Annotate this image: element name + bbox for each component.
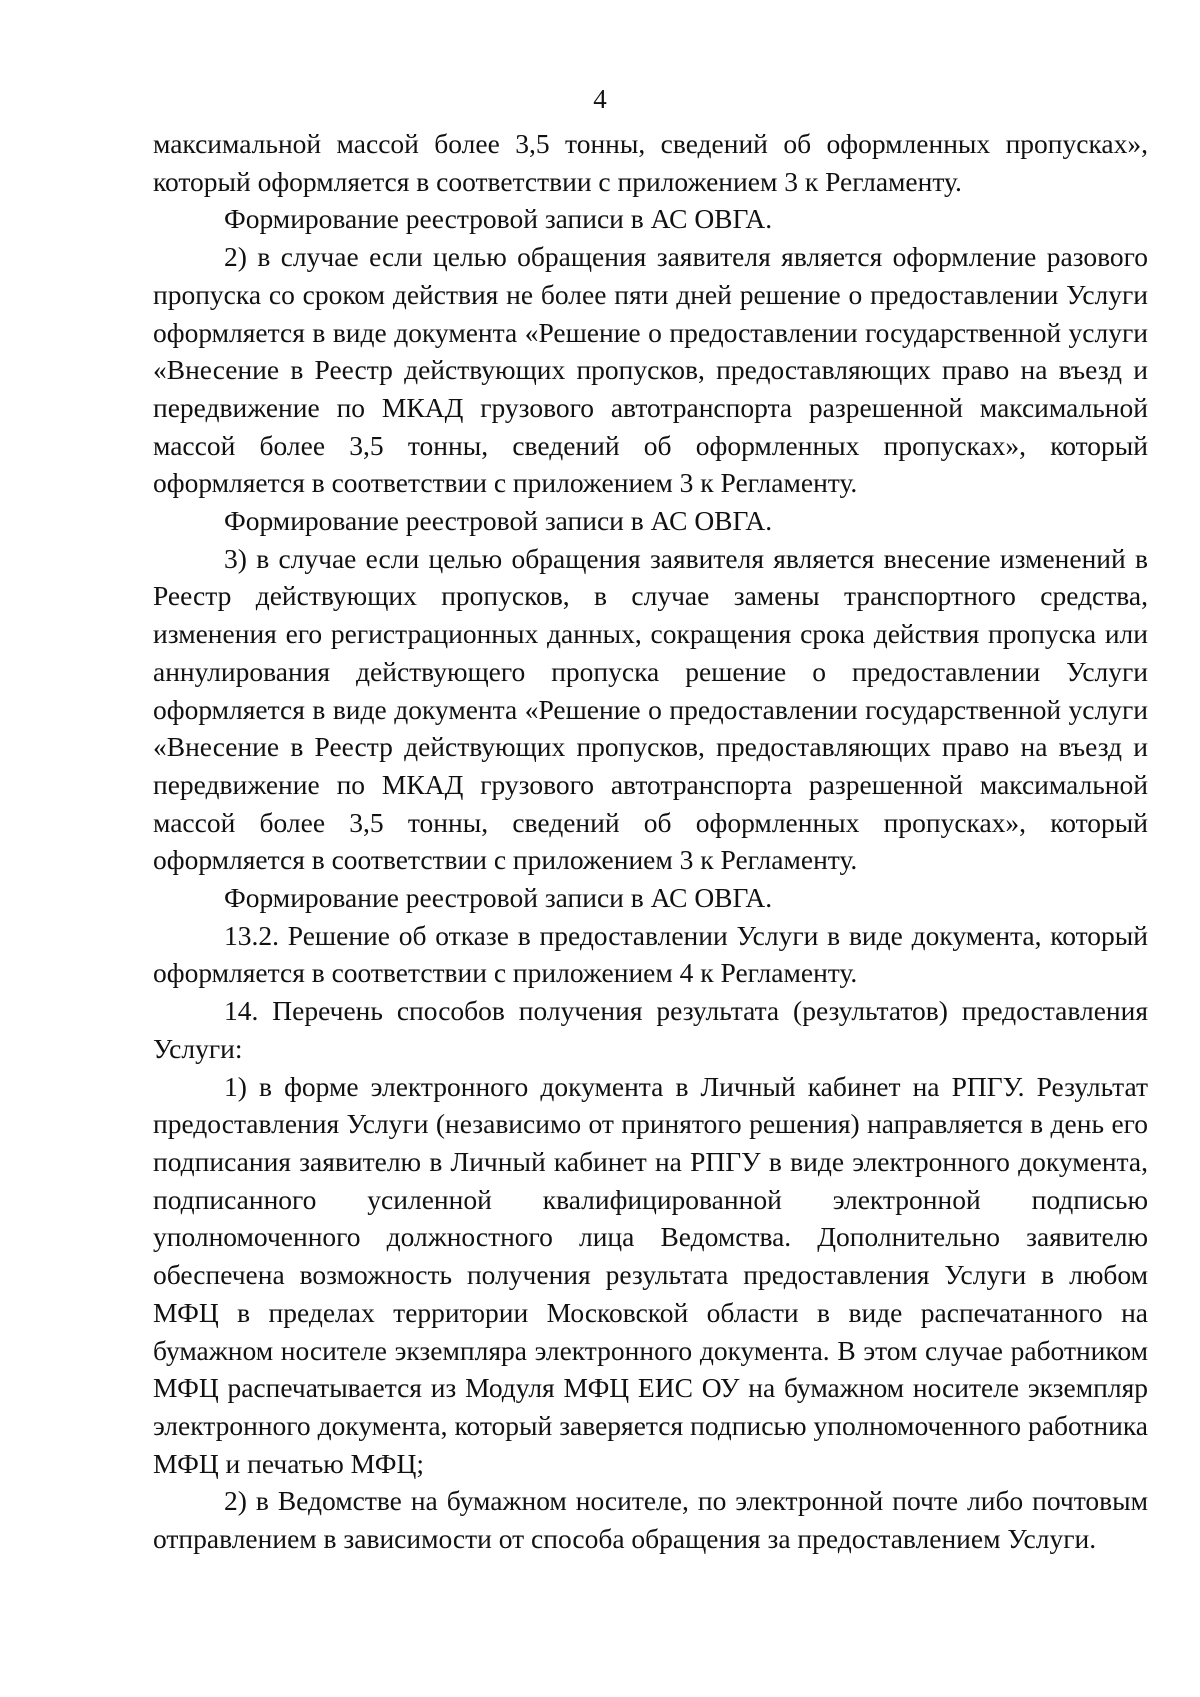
page-number: 4 (593, 84, 607, 114)
paragraph-14-result-methods: 14. Перечень способов получения результата (результатов) предоставления Услуги: (153, 995, 1148, 1064)
paragraph-item-3-registry-changes: 3) в случае если целью обращения заявителя является внесение изменений в Реестр действующих пропусков, в случае замены транспортного средства, изменения его регистрационных данных, сокращения срока действия пропуска или аннулирования действующего пропуска решение о предоставлении Услуги оформляется в виде документа «Решение о предоставлении государственной услуги «Внесение в Реестр действующих пропусков, предоставляющих право на въезд и передвижение по МКАД грузового автотранспорта разрешенной максимальной массой более 3,5 тонны, сведений об оформленных пропусках», который оформляется в соответствии с приложением 3 к Регламенту. (153, 542, 1148, 876)
paragraph-13-2-refusal-decision: 13.2. Решение об отказе в предоставлении Услуги в виде документа, который оформляется в соответствии с приложением 4 к Регламенту. (153, 919, 1148, 989)
paragraph-item-2-one-time-pass: 2) в случае если целью обращения заявителя является оформление разового пропуска со сроком действия не более пяти дней решение о предоставлении Услуги оформляется в виде документа «Решение о предоставлении государственной услуги «Внесение в Реестр действующих пропусков, предоставляющих право на въезд и передвижение по МКАД грузового автотранспорта разрешенной максимальной массой более 3,5 тонны, сведений об оформленных пропусках», который оформляется в соответствии с приложением 3 к Регламенту. (153, 241, 1148, 499)
paragraph-registry-record-2: Формирование реестровой записи в АС ОВГА. (224, 505, 773, 537)
paragraph-registry-record-1: Формирование реестровой записи в АС ОВГА. (224, 203, 773, 235)
paragraph-result-method-1-electronic: 1) в форме электронного документа в Личный кабинет на РПГУ. Результат предоставления Услуги (независимо от принятого решения) направляется в день его подписания заявителю в Личный кабинет на РПГУ в виде электронного документа, подписанного усиленной квалифицированной электронной подписью уполномоченного должностного лица Ведомства. Дополнительно заявителю обеспечена возможность получения результата предоставления Услуги в любом МФЦ в пределах территории Московской области в виде распечатанного на бумажном носителе экземпляра электронного документа. В этом случае работником МФЦ распечатывается из Модуля МФЦ ЕИС ОУ на бумажном носителе экземпляр электронного документа, который заверяется подписью уполномоченного работника МФЦ и печатью МФЦ; (153, 1070, 1148, 1479)
document-body (153, 125, 1148, 1558)
paragraph-continuation: максимальной массой более 3,5 тонны, сведений об оформленных пропусках», который оформляется в соответствии с приложением 3 к Регламенту. (153, 128, 1148, 197)
paragraph-result-method-2-paper: 2) в Ведомстве на бумажном носителе, по электронной почте либо почтовым отправлением в зависимости от способа обращения за предоставлением Услуги. (153, 1485, 1148, 1555)
paragraph-registry-record-3: Формирование реестровой записи в АС ОВГА. (224, 882, 773, 914)
